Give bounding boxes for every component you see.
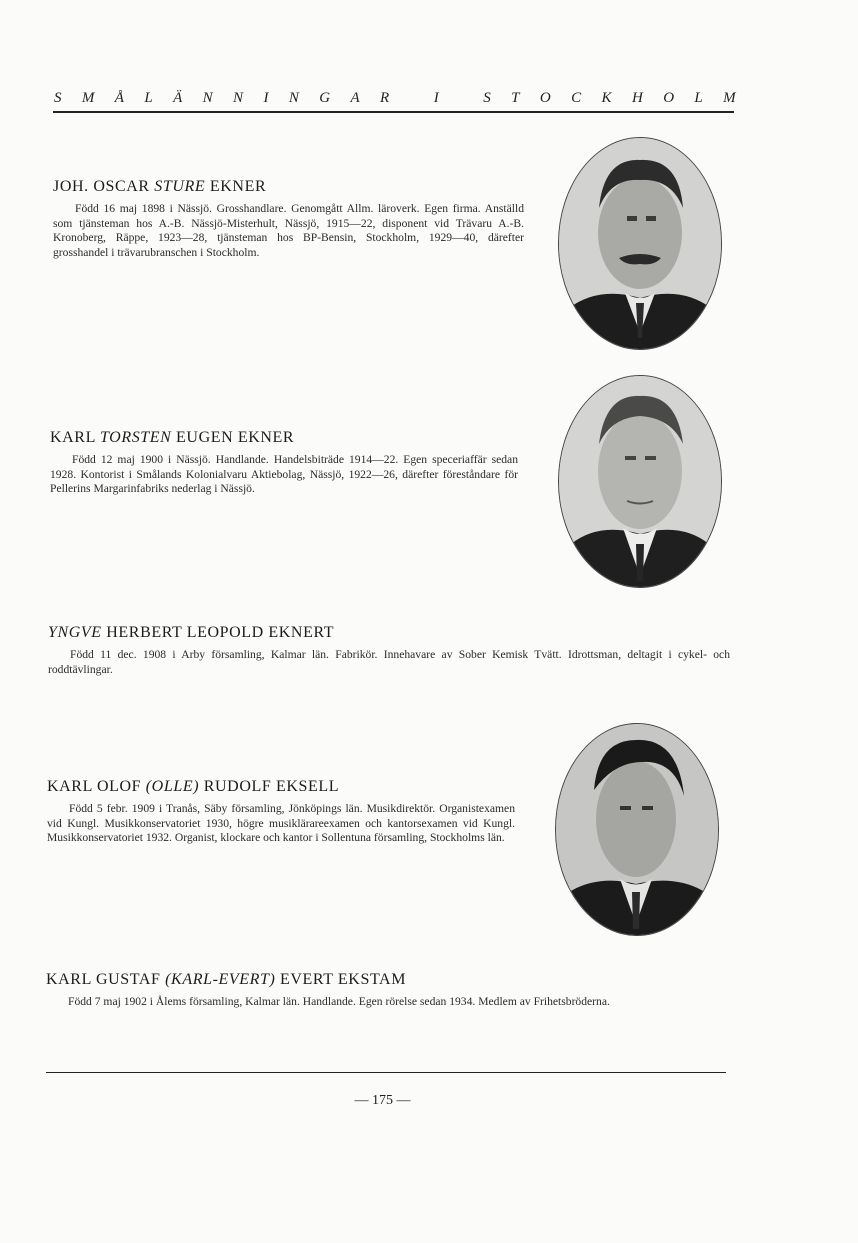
running-head-letter: I <box>263 90 269 106</box>
running-head-letter: N <box>233 90 244 106</box>
entry-karl-gustaf-karl-evert-evert-ekstam <box>46 971 726 1010</box>
running-head-letter <box>410 90 414 107</box>
running-head-letter: L <box>694 90 703 106</box>
running-head-letter: N <box>288 90 299 106</box>
running-head-letter: R <box>380 90 390 106</box>
running-head-letter: M <box>81 90 95 106</box>
entry-karl-torsten-eugen-ekner <box>50 429 518 497</box>
entry-karl-olof-olle-rudolf-eksell <box>47 778 515 846</box>
running-head-letter: H <box>631 90 643 106</box>
running-head-letter: I <box>433 90 439 106</box>
portrait-photo <box>555 723 719 936</box>
entry-name: JOH. OSCAR STURE EKNER <box>53 178 267 195</box>
portrait-photo <box>558 375 722 588</box>
running-head-letter: G <box>319 90 331 106</box>
running-head-letter: M <box>723 90 736 106</box>
running-head-letter: C <box>571 90 582 106</box>
running-head-letter: S <box>54 90 62 106</box>
entry-bio: Född 7 maj 1902 i Ålems församling, Kalmar län. Handlande. Egen rörelse sedan 1934. Medlem av Frihetsbröderna. <box>68 995 610 1008</box>
entry-bio: Född 11 dec. 1908 i Arby församling, Kalmar län. Fabrikör. Innehavare av Sober Kemisk Tvätt. Idrottsman, deltagit i cykel- och roddtävlingar. <box>48 648 730 676</box>
entry-name: KARL TORSTEN EUGEN EKNER <box>50 429 295 446</box>
running-head-letter: A <box>350 90 360 106</box>
running-head-letter: K <box>601 90 612 106</box>
running-head-letter <box>459 90 463 107</box>
entry-name: KARL OLOF (OLLE) RUDOLF EKSELL <box>47 778 340 795</box>
entry-bio: Född 5 febr. 1909 i Tranås, Säby församling, Jönköpings län. Musikdirektör. Organistexamen vid Kungl. Musikkonservatoriet 1930, högre musiklärareexamen och kantorsexamen vid Kungl. Musikkonservatoriet 1932. Organist, klockare och kantor i Sollentuna församling, Stockholms län. <box>47 802 515 845</box>
entry-bio: Född 12 maj 1900 i Nässjö. Handlande. Handelsbiträde 1914—22. Egen speceriaffär sedan 1928. Kontorist i Smålands Kolonialvaru Aktiebolag, Nässjö, 1922—26, därefter föreståndare för Pellerins Margarinfabriks nederlag i Nässjö. <box>50 453 518 496</box>
entry-name: YNGVE HERBERT LEOPOLD EKNERT <box>48 624 335 641</box>
running-head-letter: O <box>663 90 675 106</box>
portrait-photo <box>558 137 722 350</box>
entry-bio: Född 16 maj 1898 i Nässjö. Grosshandlare. Genomgått Allm. läroverk. Egen firma. Anställd som tjänsteman hos A.-B. Nässjö-Misterhult, Nässjö, 1915—22, disponent vid Trävaru A.-B. Kronoberg, Räppe, 1923—28, tjänsteman hos BP-Bensin, Stockholm, 1929—40, därefter grosshandel i trävarubranschen i Stockholm. <box>53 202 524 259</box>
running-head <box>54 90 736 107</box>
entry-joh-oscar-sture-ekner <box>53 178 524 260</box>
entry-name: KARL GUSTAF (KARL-EVERT) EVERT EKSTAM <box>46 971 407 988</box>
running-head-letter: S <box>483 90 491 106</box>
running-head-letter: Ä <box>173 90 183 106</box>
running-head-letter: O <box>539 90 551 106</box>
running-head-letter: Å <box>114 90 124 106</box>
running-head-letter: L <box>144 90 153 106</box>
entry-yngve-herbert-leopold-eknert <box>48 624 730 677</box>
header-rule <box>53 111 734 113</box>
page-number: — 175 — <box>354 1093 411 1108</box>
footer-rule <box>46 1072 726 1073</box>
running-head-letter: N <box>202 90 213 106</box>
running-head-letter: T <box>511 90 520 106</box>
